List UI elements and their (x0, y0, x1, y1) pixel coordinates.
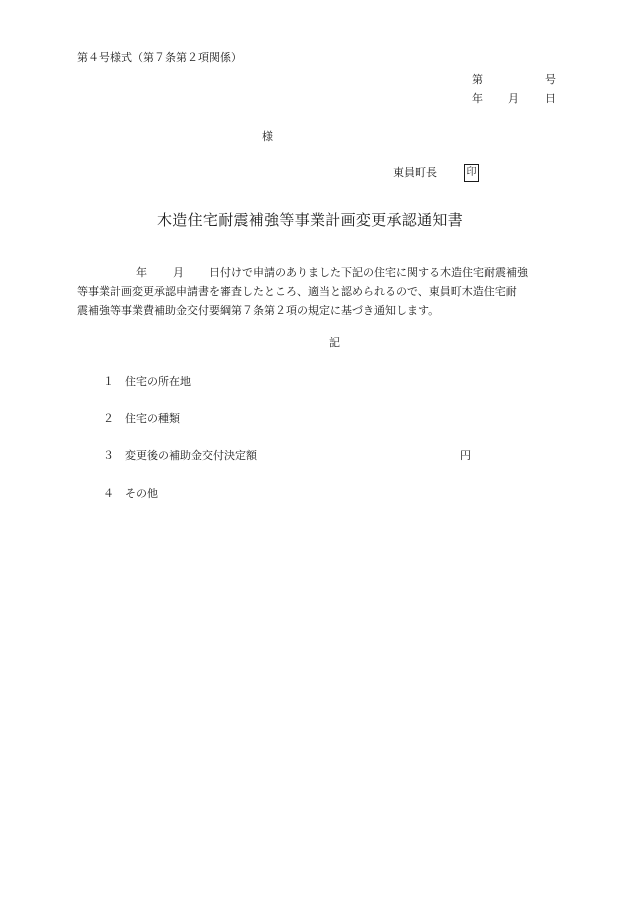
doc-number-prefix: 第 (472, 73, 483, 86)
item-label: 変更後の補助金交付決定額 (125, 449, 257, 462)
sender-name: 東員町長 (393, 166, 437, 179)
date-year: 年 (472, 92, 483, 105)
date-day: 日 (545, 92, 556, 105)
document-title: 木造住宅耐震補強等事業計画変更承認通知書 (157, 211, 464, 229)
item-number: ４ (103, 487, 114, 500)
item-number: ３ (103, 449, 114, 462)
doc-number-suffix: 号 (545, 73, 556, 86)
body-line-1-text: 日付けで申請のありました下記の住宅に関する木造住宅耐震補強 (209, 266, 528, 279)
seal-box: 印 (464, 164, 479, 182)
body-line-1 (77, 263, 559, 282)
item-number: ２ (103, 412, 114, 425)
body-line-3: 震補強等事業費補助金交付要綱第７条第２項の規定に基づき通知します。 (77, 304, 440, 317)
list-item (103, 449, 257, 463)
list-item (103, 375, 191, 389)
date-month: 月 (508, 92, 519, 105)
item-label: その他 (125, 487, 158, 500)
list-item (103, 487, 158, 501)
form-number: 第４号様式（第７条第２項関係） (77, 51, 242, 64)
addressee-honorific: 様 (262, 130, 273, 143)
body-paragraph (77, 263, 559, 320)
amount-unit: 円 (460, 449, 471, 462)
body-year: 年 (136, 266, 147, 279)
body-month: 月 (173, 266, 184, 279)
item-label: 住宅の種類 (125, 412, 180, 425)
list-item (103, 412, 180, 426)
item-number: １ (103, 375, 114, 388)
item-label: 住宅の所在地 (125, 375, 191, 388)
ki-heading: 記 (329, 336, 340, 349)
body-line-2: 等事業計画変更承認申請書を審査したところ、適当と認められるので、東員町木造住宅耐 (77, 285, 517, 298)
